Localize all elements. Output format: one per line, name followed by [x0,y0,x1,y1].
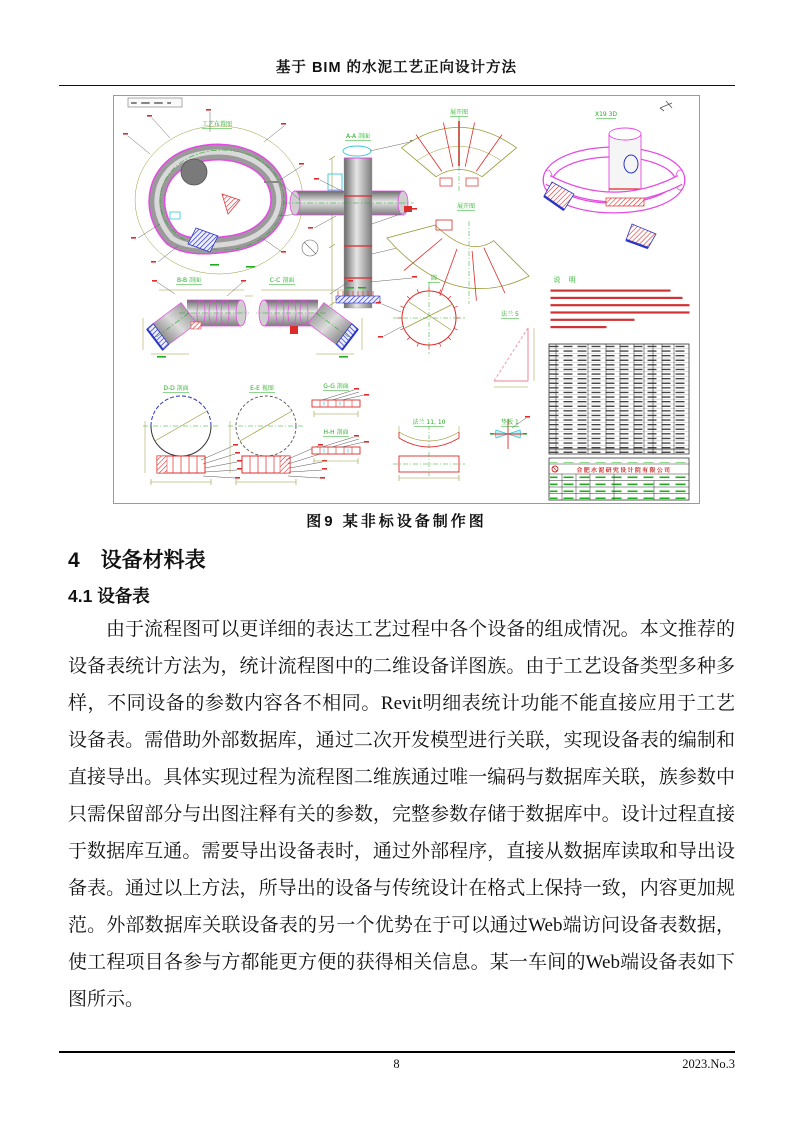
view-label: D-D 剖面 [163,385,189,392]
page-number: 8 [393,1057,400,1071]
view-section-gg [312,388,369,417]
cad-drawing-svg [114,96,697,501]
footer-rule [59,1051,735,1053]
section-heading: 4 设备材料表 [68,549,206,572]
running-header-title: 基于 BIM 的水泥工艺正向设计方法 [275,60,518,76]
figure-caption: 图9 某非标设备制作图 [306,513,487,530]
subsection-heading: 4.1 设备表 [68,586,150,606]
view-section-hh [312,435,369,464]
view-label: 垫板 1 [501,419,519,426]
body-paragraph: 由于流程图可以更详细的表达工艺过程中各个设备的组成情况。本文推荐的设备表统计方法为，统计流程图中的二维设备详图族。由于工艺设备类型多种多样，不同设备的参数内容各不相同。Revit明细表统计功能不能直接应用于工艺设备表。需借助外部数据库，通过二次开发模型进行关联，实现设备表的编制和直接导出。具体实现过程为流程图二维族通过唯一编码与数据库关联，族参数中只需保留部分与出图注释有关的参数，完整参数存储于数据库中。设计过程直接于数据库互通。需要导出设备表时，通过外部程序，直接从数据库读取和导出设备表。通过以上方法，所导出的设备与传统设计在格式上保持一致，内容更加规范。外部数据库关联设备表的另一个优势在于可以通过Web端访问设备表数据，使工程项目各参与方都能更方便的获得相关信息。某一车间的Web端设备表如下图所示。 [68,619,735,1010]
issue-number: 2023.No.3 [682,1057,735,1071]
title-block [549,458,689,500]
view-pattern-mid [387,202,529,304]
view-3d [544,111,685,248]
view-label: 法兰 5 [501,311,519,318]
view-label: H-H 剖面 [323,429,349,436]
view-section-bb [143,280,253,358]
view-section-dd [143,396,242,485]
notes-block [551,275,690,328]
view-section-ee [228,396,327,485]
company-name: 合肥水泥研究设计院有限公司 [576,467,672,474]
view-label: X19 3D [594,111,618,118]
header-rule [59,85,735,86]
viewport-tab [128,98,182,107]
view-flange-5 [494,328,534,387]
view-label: E-E 视图 [250,385,274,392]
view-label: B-B 剖面 [176,277,202,284]
view-label: C-C 剖面 [269,277,295,284]
view-label: 展开图 [456,203,476,210]
view-label: A-A 剖面 [345,133,371,140]
view-circle [376,282,465,354]
view-label: G-G 剖面 [323,383,349,390]
view-label: 工艺布置图 [201,121,233,128]
view-process-layout [123,109,304,274]
view-label: 圆 [430,275,438,282]
view-label: 法兰 11, 10 [412,419,446,426]
view-pattern-top [402,108,517,192]
figure-cad-drawing [113,95,700,504]
notes-title: 说 明 [553,276,579,284]
notes-lines [551,290,690,329]
compass-icon [660,101,672,111]
view-label: 展开图 [449,109,469,116]
view-flange-11-10 [393,426,465,481]
bom-table [549,344,689,454]
